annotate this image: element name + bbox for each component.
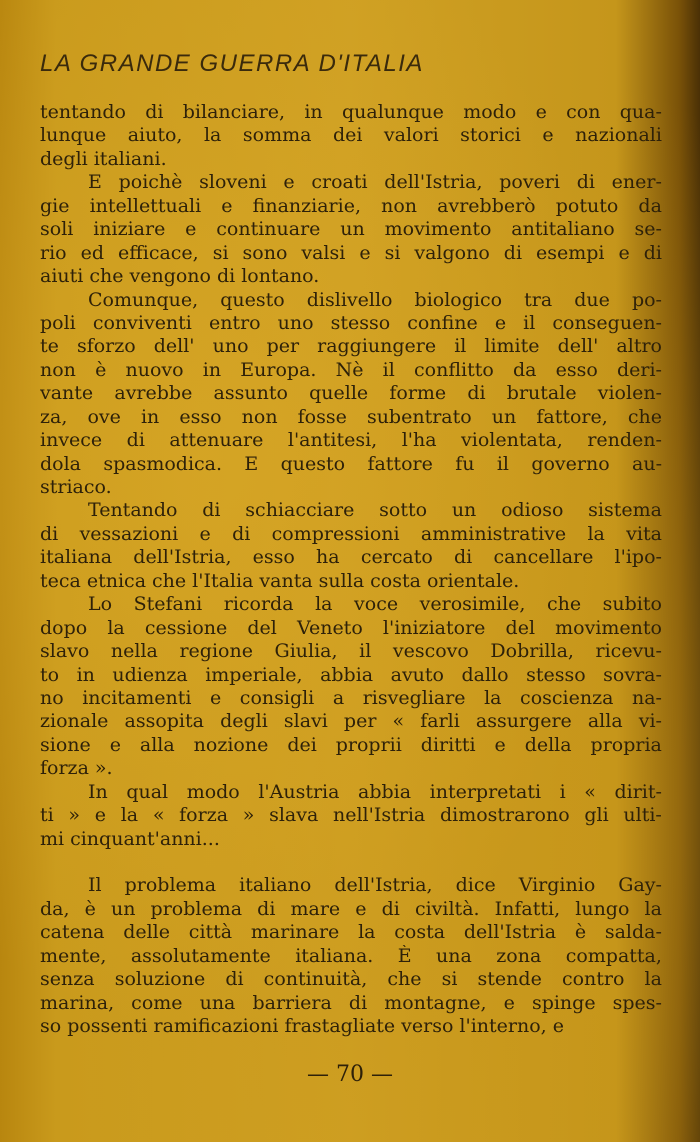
text-line: so possenti ramificazioni frastagliate verso l'interno, e [40,1015,564,1038]
text-line: senza soluzione di continuità, che si stende contro la [40,968,662,991]
text-line: gie intellettuali e finanziarie, non avrebberò potuto da [40,194,662,217]
text-line: poli conviventi entro uno stesso confine e il conseguen- [40,311,662,334]
text-line: In qual modo l'Austria abbia interpretati i « dirit- [88,780,662,803]
text-line: za, ove in esso non fosse subentrato un fattore, che [40,405,662,428]
page-number: — 70 — [307,1062,393,1087]
text-line: E poichè sloveni e croati dell'Istria, poveri di ener- [88,171,662,194]
text-line: ti » e la « forza » slava nell'Istria dimostrarono gli ulti- [40,804,662,827]
running-head: LA GRANDE GUERRA D'ITALIA [40,50,424,77]
text-line: di vessazioni e di compressioni amministrative la vita [40,522,662,545]
text-line: soli iniziare e continuare un movimento antitaliano se- [40,218,662,241]
text-line: da, è un problema di mare e di civiltà. Infatti, lungo la [40,897,662,920]
text-line: marina, come una barriera di montagne, e spinge spes- [40,991,662,1014]
text-line: Il problema italiano dell'Istria, dice Virginio Gay- [88,874,662,897]
text-line: vante avrebbe assunto quelle forme di brutale violen- [40,382,662,405]
text-line: no incitamenti e consigli a risvegliare la coscienza na- [40,686,662,709]
text-line: mente, assolutamente italiana. È una zona compatta, [40,944,662,967]
text-line: invece di attenuare l'antitesi, l'ha violentata, renden- [40,429,662,452]
text-line: italiana dell'Istria, esso ha cercato di cancellare l'ipo- [40,546,662,569]
text-line: rio ed efficace, si sono valsi e si valgono di esempi e di [40,241,662,264]
text-line: non è nuovo in Europa. Nè il conflitto da esso deri- [40,358,662,381]
text-line: lunque aiuto, la somma dei valori storici e nazionali [40,124,662,147]
text-line: aiuti che vengono di lontano. [40,265,320,288]
body-text [40,101,662,1039]
text-line: catena delle città marinare la costa dell'Istria è salda- [40,921,662,944]
text-line: sione e alla nozione dei proprii diritti e della propria [40,733,662,756]
text-line: Comunque, questo dislivello biologico tra due po- [88,288,662,311]
paragraph-gap [40,851,662,874]
text-line: te sforzo dell' uno per raggiungere il limite dell' altro [40,335,662,358]
text-line: teca etnica che l'Italia vanta sulla costa orientale. [40,569,520,592]
text-line: to in udienza imperiale, abbia avuto dallo stesso sovra- [40,663,662,686]
text-line: degli italiani. [40,147,167,170]
text-line: slavo nella regione Giulia, il vescovo Dobrilla, ricevu- [40,640,662,663]
text-line: zionale assopita degli slavi per « farli assurgere alla vi- [40,710,662,733]
text-line: striaco. [40,476,112,498]
text-line: dola spasmodica. E questo fattore fu il governo au- [40,452,662,475]
text-line: dopo la cessione del Veneto l'iniziatore del movimento [40,616,662,639]
text-line: mi cinquant'anni... [40,827,220,850]
text-line: Tentando di schiacciare sotto un odioso sistema [88,499,662,522]
text-line: tentando di bilanciare, in qualunque modo e con qua- [40,101,662,123]
text-line: forza ». [40,757,113,780]
text-line: Lo Stefani ricorda la voce verosimile, che subito [88,593,662,616]
